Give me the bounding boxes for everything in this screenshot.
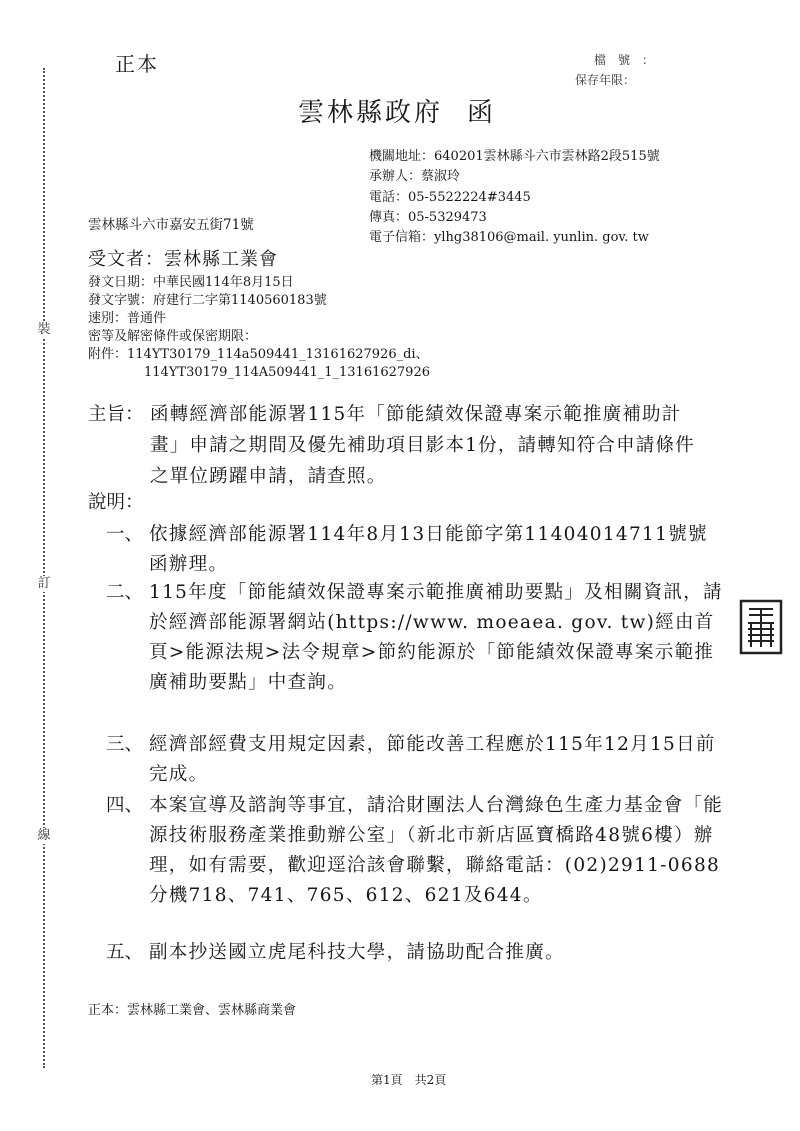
recipient: 受文者：雲林縣工業會 bbox=[88, 249, 278, 270]
agency-phone: 電話：05-5522224#3445 bbox=[369, 189, 531, 205]
retention-label: 保存年限： bbox=[575, 73, 636, 87]
item-text: 依據經濟部能源署114年8月13日能節字第11404014711號號函辦理。 bbox=[149, 524, 708, 575]
security-level: 密等及解密條件或保密期限： bbox=[88, 329, 258, 344]
agency-fax: 傳真：05-5329473 bbox=[369, 209, 487, 225]
agency-handler: 承辦人：蔡淑玲 bbox=[369, 169, 461, 185]
binding-mark-zhuang: 裝 bbox=[34, 322, 54, 338]
delivery-speed: 速別：普通件 bbox=[88, 311, 167, 326]
item-number: 三、 bbox=[106, 734, 144, 755]
copy-recipients: 正本：雲林縣工業會、雲林縣商業會 bbox=[88, 1003, 297, 1018]
file-number-label: 檔號： bbox=[594, 53, 667, 67]
agency-address: 機關地址：640201雲林縣斗六市雲林路2段515號 bbox=[369, 149, 660, 164]
agency-email: 電子信箱：ylhg38106@mail. yunlin. gov. tw bbox=[369, 230, 649, 246]
document-type: 函 bbox=[467, 98, 497, 128]
explanation-item bbox=[106, 520, 726, 580]
document-number: 發文字號：府建行二字第1140560183號 bbox=[88, 293, 327, 308]
item-number: 四、 bbox=[106, 795, 144, 816]
subject-label: 主旨： bbox=[88, 404, 144, 425]
item-text: 115年度「節能績效保證專案示範推廣補助要點」及相關資訊，請於經濟部能源署網站(https://www. moeaea. gov. tw)經由首頁>能源法規>法令規章>節約能源於「節能績效保證專案示範推廣補助要點」中查詢。 bbox=[149, 582, 723, 693]
document-title bbox=[298, 92, 496, 129]
item-number: 五、 bbox=[106, 942, 144, 963]
explanation-item bbox=[106, 730, 726, 790]
page-number: 第1頁 共2頁 bbox=[371, 1073, 447, 1087]
official-seal-icon bbox=[739, 597, 783, 657]
issuing-agency: 雲林縣政府 bbox=[298, 98, 444, 128]
item-text: 本案宣導及諮詢等事宜，請洽財團法人台灣綠色生產力基金會「能源技術服務產業推動辦公室」（新北市新店區寶橋路48號6樓）辦理，如有需要，歡迎逕洽該會聯繫，聯絡電話：(02)2911-0688分機718、741、765、612、621及644。 bbox=[149, 795, 724, 906]
item-text: 經濟部經費支用規定因素，節能改善工程應於115年12月15日前完成。 bbox=[149, 734, 716, 785]
subject-section bbox=[88, 399, 708, 492]
binding-mark-ding: 訂 bbox=[34, 576, 54, 592]
subject-text: 函轉經濟部能源署115年「節能績效保證專案示範推廣補助計畫」申請之期間及優先補助項目影本1份，請轉知符合申請條件之單位踴躍申請，請查照。 bbox=[150, 404, 695, 487]
item-number: 二、 bbox=[106, 582, 144, 603]
explanation-item bbox=[106, 791, 726, 911]
explanation-label: 說明： bbox=[88, 492, 144, 513]
recipient-address: 雲林縣斗六市嘉安五街71號 bbox=[88, 217, 254, 233]
attachment-line-2: 114YT30179_114A509441_1_13161627926 bbox=[144, 365, 430, 380]
binding-dotted-line bbox=[43, 68, 45, 1068]
binding-mark-xian: 線 bbox=[34, 828, 54, 844]
copy-type-label: 正本 bbox=[115, 52, 159, 76]
explanation-item bbox=[106, 578, 726, 698]
item-number: 一、 bbox=[106, 524, 144, 545]
issue-date: 發文日期：中華民國114年8月15日 bbox=[88, 275, 294, 290]
attachment-line-1: 附件：114YT30179_114a509441_13161627926_di、 bbox=[88, 347, 429, 362]
explanation-item bbox=[106, 938, 726, 968]
agency-info bbox=[369, 147, 660, 248]
item-text: 副本抄送國立虎尾科技大學，請協助配合推廣。 bbox=[149, 942, 565, 963]
document-meta bbox=[88, 274, 430, 382]
